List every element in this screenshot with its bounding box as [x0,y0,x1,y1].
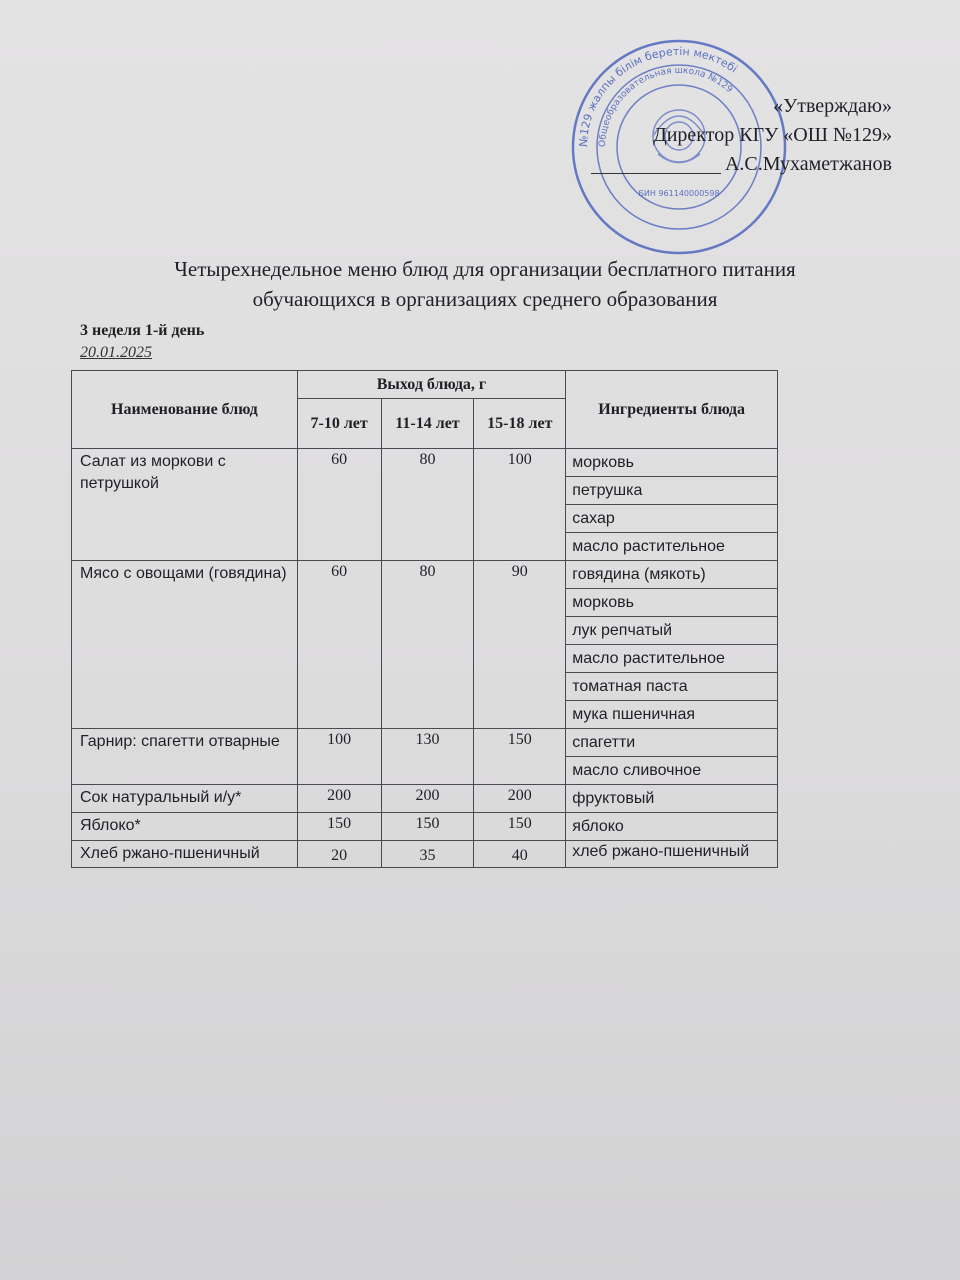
document-title [60,254,910,314]
ingredient-list [566,813,778,841]
dish-name: Яблоко* [72,813,298,841]
ingredient: масло растительное [566,645,777,673]
dish-name: Хлеб ржано-пшеничный [72,841,298,868]
portion-7-10: 60 [297,449,381,561]
ingredient: масло растительное [572,538,725,555]
seal-bin: БИН 961140000598 [638,189,720,198]
ingredient: мука пшеничная [572,706,695,723]
header-ingredients: Ингредиенты блюда [566,371,778,449]
ingredient: морковь [566,589,777,617]
portion-7-10: 100 [297,729,381,785]
table-row [72,561,778,729]
ingredient: спагетти [566,729,777,757]
ingredient: петрушка [566,477,777,505]
portion-15-18: 200 [474,785,566,813]
seal-outer-text: №129 жалпы білім беретін мектебі [576,44,740,148]
approval-line1: «Утверждаю» [773,95,892,117]
table-row [72,813,778,841]
header-age-15-18: 15-18 лет [474,399,566,449]
ingredient: хлеб ржано-пшеничный [572,843,750,860]
ingredient-list [566,841,778,868]
menu-table [71,370,778,868]
dish-name: Салат из моркови с петрушкой [72,449,298,561]
ingredient: морковь [566,449,777,477]
title-line2: обучающихся в организациях среднего образования [252,287,718,311]
signature-line [591,173,721,174]
table-row [72,785,778,813]
portion-15-18: 150 [474,813,566,841]
ingredient: сахар [566,505,777,533]
portion-15-18: 100 [474,449,566,561]
header-output: Выход блюда, г [297,371,566,399]
table-row [72,449,778,561]
header-age-7-10: 7-10 лет [297,399,381,449]
header-dish: Наименование блюд [72,371,298,449]
ingredient-list [566,729,778,785]
portion-7-10: 200 [297,785,381,813]
dish-name: Сок натуральный и/у* [72,785,298,813]
ingredient-list [566,449,778,561]
approval-block [591,92,892,179]
approval-line2: Директор КГУ «ОШ №129» [653,124,892,146]
portion-11-14: 200 [381,785,474,813]
table-row [72,729,778,785]
table-row [72,841,778,868]
ingredient-list [566,561,778,729]
portion-11-14: 35 [381,841,474,868]
portion-15-18: 40 [474,841,566,868]
ingredient: лук репчатый [566,617,777,645]
portion-7-10: 60 [297,561,381,729]
dish-name: Гарнир: спагетти отварные [72,729,298,785]
dish-name: Мясо с овощами (говядина) [72,561,298,729]
header-age-11-14: 11-14 лет [381,399,474,449]
title-line1: Четырехнедельное меню блюд для организации бесплатного питания [174,257,796,281]
portion-15-18: 90 [474,561,566,729]
ingredient: томатная паста [566,673,777,701]
ingredient: яблоко [572,818,624,835]
portion-15-18: 150 [474,729,566,785]
week-day-label: 3 неделя 1-й день [80,322,205,339]
ingredient: фруктовый [572,790,655,807]
seal-inner-text: Общеобразовательная школа №129 [597,65,735,148]
portion-7-10: 20 [297,841,381,868]
portion-11-14: 80 [381,449,474,561]
portion-11-14: 150 [381,813,474,841]
ingredient: говядина (мякоть) [566,561,777,589]
ingredient: масло сливочное [572,762,702,779]
portion-7-10: 150 [297,813,381,841]
ingredient-list [566,785,778,813]
portion-11-14: 130 [381,729,474,785]
portion-11-14: 80 [381,561,474,729]
approval-line3: А.С.Мухаметжанов [724,153,892,175]
menu-date: 20.01.2025 [80,344,152,361]
